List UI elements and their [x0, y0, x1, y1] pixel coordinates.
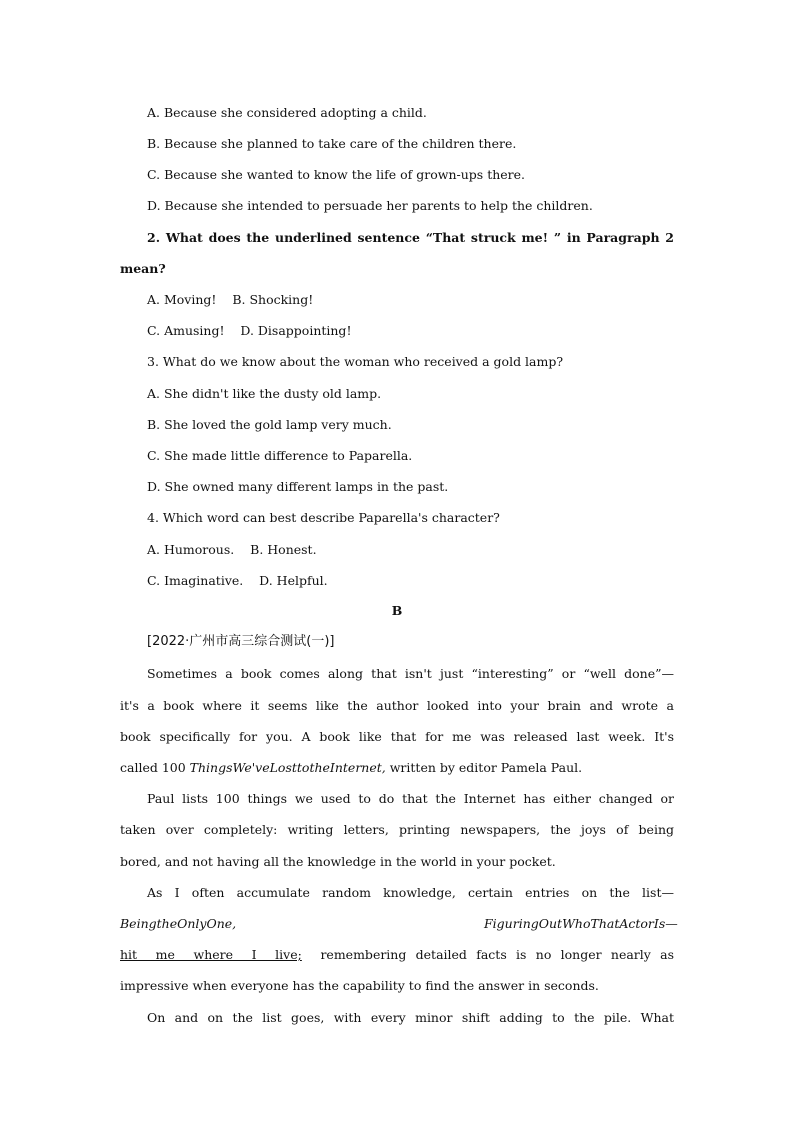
passage-p1-line4-start: called 100 — [120, 760, 190, 775]
passage-p2-line2: taken over completely: writing letters, printing newspapers, the joys of being — [120, 822, 674, 837]
q2-options-ab: A. Moving! B. Shocking! — [147, 292, 314, 307]
passage-p1-line3: book specifically for you. A book like that for me was released last week. It's — [120, 729, 674, 744]
q2-stem-line1: 2. What does the underlined sentence “That struck me! ” in Paragraph 2 — [147, 230, 674, 245]
passage-p1-line2: it's a book where it seems like the author looked into your brain and wrote a — [120, 698, 674, 713]
q1-option-d: D. Because she intended to persuade her parents to help the children. — [147, 198, 593, 213]
book-title: ThingsWe'veLosttotheInternet, — [189, 760, 386, 775]
q3-option-b: B. She loved the gold lamp very much. — [147, 417, 392, 432]
q3-option-a: A. She didn't like the dusty old lamp. — [147, 386, 382, 401]
passage-p3-line3 — [120, 947, 674, 963]
q3-option-c: C. She made little difference to Paparella. — [147, 448, 413, 463]
q4-options-ab: A. Humorous. B. Honest. — [147, 542, 317, 557]
q1-option-c: C. Because she wanted to know the life of grown-ups there. — [147, 167, 526, 182]
q3-stem: 3. What do we know about the woman who received a gold lamp? — [147, 354, 564, 369]
passage-p1-line1: Sometimes a book comes along that isn't just “interesting” or “well done”— — [147, 666, 674, 681]
passage-p3-line3-rest: remembering detailed facts is no longer nearly as — [301, 947, 674, 962]
passage-p1-line4-end: written by editor Pamela Paul. — [385, 760, 583, 775]
source-tag: [2022·广州市高三综合测试(一)] — [147, 634, 335, 649]
passage-p4-line1: On and on the list goes, with every minor shift adding to the pile. What — [147, 1010, 674, 1025]
passage-p3-entry-one: BeingtheOnlyOne, — [120, 916, 237, 931]
passage-p1-line4 — [120, 760, 582, 776]
q1-option-a: A. Because she considered adopting a child. — [147, 105, 427, 120]
q3-option-d: D. She owned many different lamps in the past. — [147, 479, 449, 494]
q2-stem-line2: mean? — [120, 261, 166, 276]
passage-p3-entry-two: FiguringOutWhoThatActorIs— — [484, 916, 678, 931]
passage-p3-line1: As I often accumulate random knowledge, certain entries on the list— — [147, 885, 674, 900]
section-heading: B — [391, 603, 403, 618]
q4-options-cd: C. Imaginative. D. Helpful. — [147, 573, 328, 588]
q4-stem: 4. Which word can best describe Paparella's character? — [147, 510, 500, 525]
q1-option-b: B. Because she planned to take care of the children there. — [147, 136, 517, 151]
underlined-sentence: hit me where I live; — [120, 947, 302, 962]
passage-p2-line1: Paul lists 100 things we used to do that the Internet has either changed or — [147, 791, 674, 806]
q2-options-cd: C. Amusing! D. Disappointing! — [147, 323, 352, 338]
passage-p3-line4: impressive when everyone has the capability to find the answer in seconds. — [120, 978, 599, 993]
passage-p2-line3: bored, and not having all the knowledge in the world in your pocket. — [120, 854, 556, 869]
